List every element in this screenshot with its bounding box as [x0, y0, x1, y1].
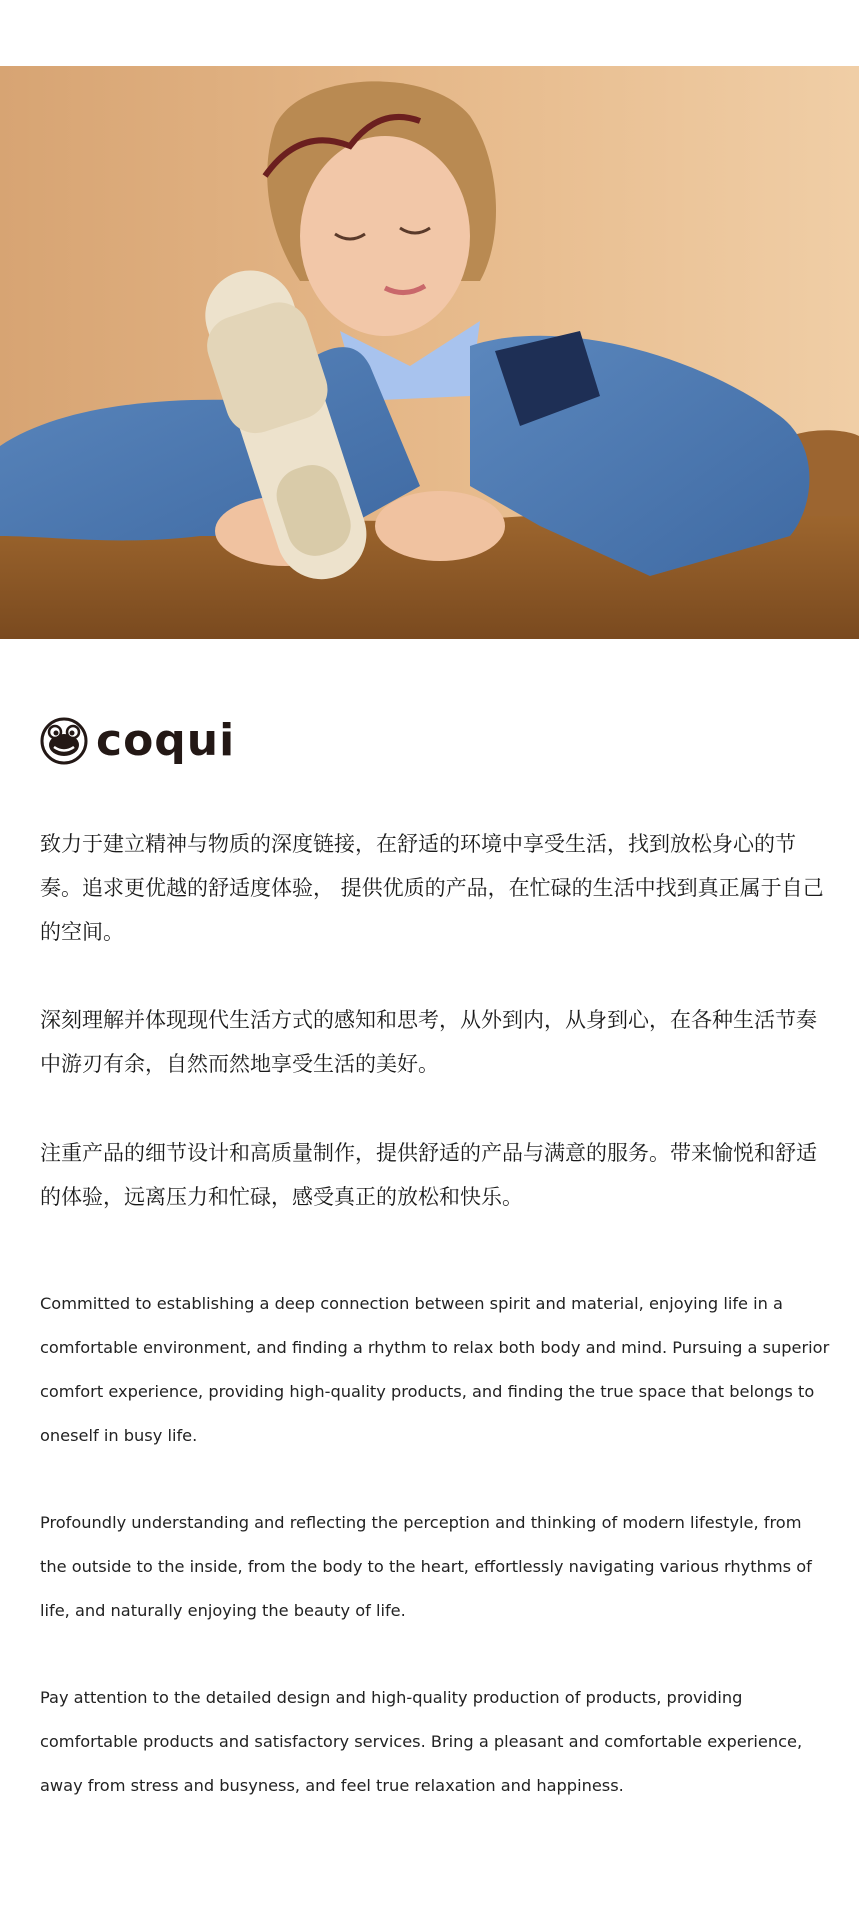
- hero-photo: [0, 66, 859, 639]
- brand-logo: [40, 716, 235, 766]
- brand-wordmark: coqui: [96, 715, 236, 766]
- en-paragraph-3: Pay attention to the detailed design and high-quality production of products, providing comfortable products and satisfactory services. Bring a pleasant and comfortable experience, away from stress and busyness, and feel true relaxation and happiness.: [40, 1688, 803, 1795]
- cn-paragraph-2: 深刻理解并体现现代生活方式的感知和思考，从外到内，从身到心，在各种生活节奏中游刃有余，自然而然地享受生活的美好。: [40, 1008, 817, 1076]
- cn-paragraph-1: 致力于建立精神与物质的深度链接，在舒适的环境中享受生活，找到放松身心的节奏。追求更优越的舒适度体验， 提供优质的产品，在忙碌的生活中找到真正属于自己的空间。: [40, 832, 824, 944]
- cn-paragraph-3: 注重产品的细节设计和高质量制作，提供舒适的产品与满意的服务。带来愉悦和舒适的体验，远离压力和忙碌，感受真正的放松和快乐。: [40, 1141, 817, 1209]
- frog-face-logo-icon: [40, 717, 88, 765]
- en-paragraph-2: Profoundly understanding and reflecting the perception and thinking of modern lifestyle, from the outside to the inside, from the body to the heart, effortlessly navigating various rhythms of life, and naturally enjoying the beauty of life.: [40, 1513, 812, 1620]
- en-paragraph-1: Committed to establishing a deep connection between spirit and material, enjoying life in a comfortable environment, and finding a rhythm to relax both body and mind. Pursuing a superior comfort experience, providing high-quality products, and finding the true space that belongs to oneself in busy life.: [40, 1294, 830, 1445]
